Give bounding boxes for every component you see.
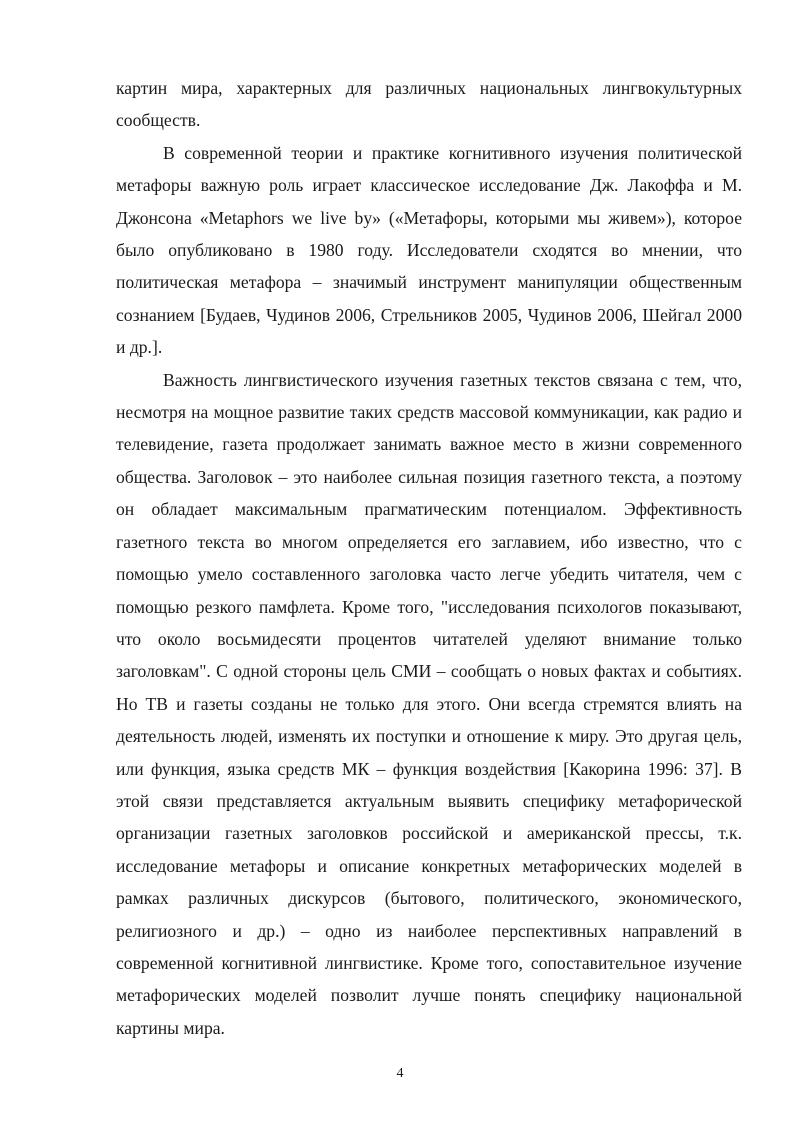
paragraph-newspaper-headlines: Важность лингвистического изучения газетных текстов связана с тем, что, несмотря на мощное развитие таких средств массовой коммуникации, как радио и телевидение, газета продолжает занимать важное место в жизни современного общества. Заголовок – это наиболее сильная позиция газетного текста, а поэтому он обладает максимальным прагматическим потенциалом. Эффективность газетного текста во многом определяется его заглавием, ибо известно, что с помощью умело составленного заголовка часто легче убедить читателя, чем с помощью резкого памфлета. Кроме того, "исследования психологов показывают, что около восьмидесяти процентов читателей уделяют внимание только заголовкам". С одной стороны цель СМИ – сообщать о новых фактах и событиях. Но ТВ и газеты созданы не только для этого. Они всегда стремятся влиять на деятельность людей, изменять их поступки и отношение к миру. Это другая цель, или функция, языка средств МК – функция воздействия [Какорина 1996: 37]. В этой связи представляется актуальным выявить специфику метафорической организации газетных заголовков российской и американской прессы, т.к. исследование метафоры и описание конкретных метафорических моделей в рамках различных дискурсов (бытового, политического, экономического, религиозного и др.) – одно из наиболее перспективных направлений в современной когнитивной лингвистике. Кроме того, сопоставительное изучение метафорических моделей позволит лучше понять специфику национальной картины мира. (116, 369, 742, 1038)
paragraph-lakoff-johnson: В современной теории и практике когнитивного изучения политической метафоры важную роль играет классическое исследование Дж. Лакоффа и М. Джонсона «Metaphors we live by» («Метафоры, которыми мы живем»), которое было опубликовано в 1980 году. Исследователи сходятся во мнении, что политическая метафора – значимый инструмент манипуляции общественным сознанием [Будаев, Чудинов 2006, Стрельников 2005, Чудинов 2006, Шейгал 2000 и др.]. (116, 142, 742, 358)
body-text (116, 72, 742, 1044)
paragraph-continuation: картин мира, характерных для различных национальных лингвокультурных сообществ. (116, 78, 742, 131)
page-number: 4 (396, 1066, 404, 1081)
